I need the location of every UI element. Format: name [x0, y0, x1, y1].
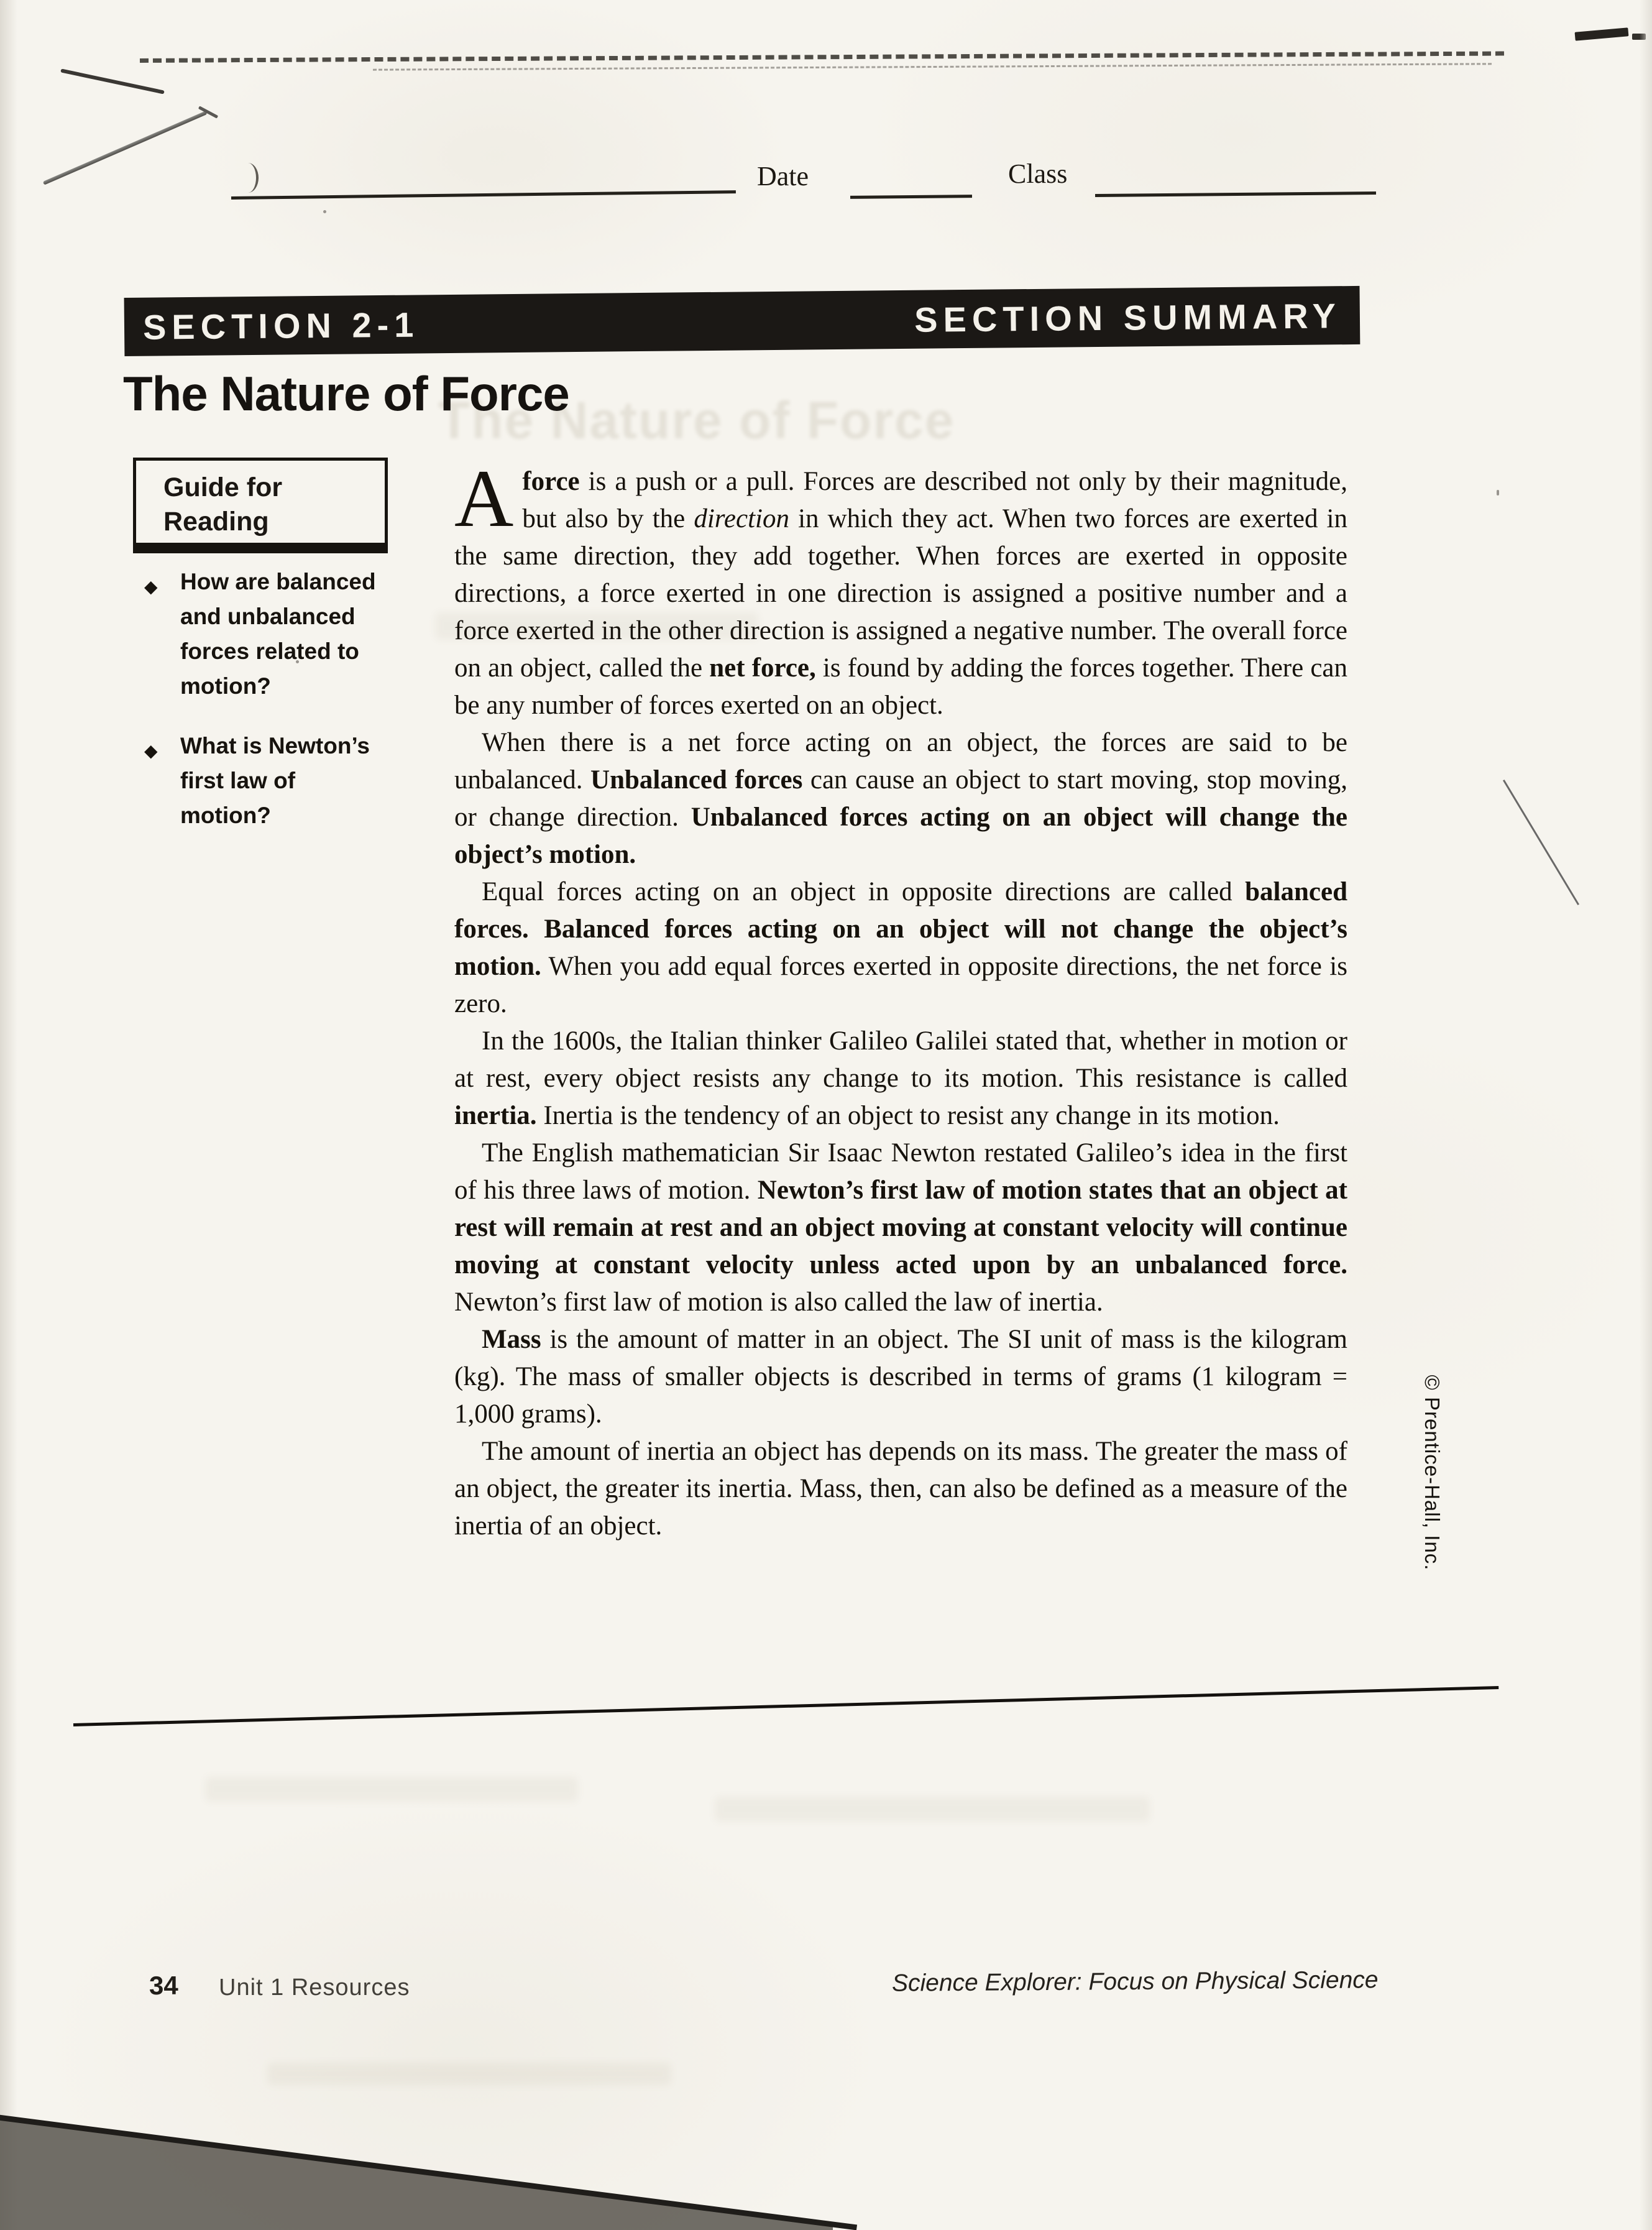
bold-text: force: [522, 467, 580, 496]
bold-text: Newton’s first law of motion states that an object at rest will remain at rest and an object moving at constant velocity will continue moving at constant velocity unless acted upon by an unbalanced force.: [454, 1176, 1348, 1279]
section-summary-label: SECTION SUMMARY: [914, 295, 1342, 339]
bold-text: Unbalanced forces: [590, 765, 803, 795]
body-paragraph: [454, 873, 1347, 1023]
body-column: [454, 453, 1348, 1545]
italic-text: direction: [694, 504, 789, 533]
diamond-bullet-icon: ◆: [144, 740, 158, 761]
date-blank-line: [850, 195, 972, 199]
bleed-through-smudge: [205, 1777, 578, 1802]
staple-mark: [43, 111, 208, 185]
scratch-line-mark: [1503, 780, 1579, 905]
text: Newton’s first law of motion is also called the law of inertia.: [454, 1288, 1103, 1317]
guide-heading: Guide for Reading: [163, 472, 283, 537]
scan-edge-shadow: [1640, 0, 1652, 2230]
text: is the amount of matter in an object. The SI unit of mass is the kilogram (kg). The mass of smaller objects is described in terms of grams (1 kilogram = 1,000 grams).: [454, 1325, 1347, 1429]
speckle: [323, 210, 326, 213]
text: is found by adding the forces together. There can be any number of forces exerted on an object.: [454, 653, 1347, 720]
footer-book-title: Science Explorer: Focus on Physical Science: [892, 1966, 1379, 1997]
guide-for-reading-box: [133, 458, 388, 553]
text: In the 1600s, the Italian thinker Galileo Galilei stated that, whether in motion or at rest, every object resists any change to its motion. This resistance is called: [454, 1026, 1347, 1093]
footer-rule: [73, 1686, 1498, 1726]
class-label: Class: [1008, 159, 1068, 189]
footer-unit-label: Unit 1 Resources: [219, 1974, 410, 2001]
class-blank-line: [1095, 191, 1376, 197]
text: can cause an object to start moving, stop moving, or change direction.: [454, 765, 1347, 832]
toner-smudge: [1575, 27, 1629, 40]
bold-text: balanced forces. Balanced forces acting on an object will not change the object’s motion.: [454, 877, 1347, 981]
bold-text: Mass: [482, 1325, 541, 1354]
bold-text: Unbalanced forces acting on an object will change the object’s motion.: [454, 803, 1347, 869]
speckle: [1497, 490, 1499, 495]
body-paragraph: [454, 453, 1347, 724]
text: Inertia is the tendency of an object to resist any change in its motion.: [536, 1101, 1280, 1130]
body-paragraph: [454, 1433, 1347, 1545]
guide-question-text: How are balanced and unbalanced forces related to motion?: [180, 569, 376, 699]
text: The amount of inertia an object has depends on its mass. The greater the mass of an object, the greater its inertia. Mass, then, can also be defined as a measure of the inertia of an object.: [454, 1437, 1347, 1541]
bold-text: net force,: [709, 653, 816, 683]
drop-cap: A: [454, 453, 514, 544]
copyright-notice: © Prentice-Hall, Inc.: [1421, 1375, 1444, 1571]
guide-questions: [144, 564, 395, 858]
guide-question-text: What is Newton’s first law of motion?: [180, 733, 370, 828]
bleed-through-smudge: [715, 1797, 1150, 1822]
bold-text: inertia.: [454, 1101, 537, 1130]
photocopy-tear-mark: [60, 68, 165, 94]
name-blank-line: [231, 190, 736, 200]
guide-question: [144, 729, 395, 833]
text: is a push or a pull. Forces are described not only by their magnitude, but also by the: [522, 467, 1347, 533]
page-title: The Nature of Force: [123, 366, 569, 421]
guide-question: [144, 564, 395, 704]
pen-scratch-mark: [244, 163, 259, 193]
text: Equal forces acting on an object in opposite directions are called: [482, 877, 1246, 906]
section-banner: [124, 286, 1361, 356]
text: in which they act. When two forces are exerted in the same direction, they add together. When forces are exerted in opposite directions, a force exerted in one direction is assigned a positive number and a force exerted in the other direction is assigned a negative number. The overall force on an object, called the: [454, 504, 1347, 683]
body-paragraph: [454, 724, 1347, 873]
photocopy-tear-mark: [373, 63, 1492, 70]
body-paragraph: [454, 1135, 1347, 1321]
text: The English mathematician Sir Isaac Newton restated Galileo’s idea in the first of his three laws of motion.: [454, 1138, 1347, 1205]
date-label: Date: [757, 161, 809, 191]
photocopy-tear-mark: [140, 52, 1504, 63]
text: When there is a net force acting on an object, the forces are said to be unbalanced.: [454, 728, 1347, 795]
diamond-bullet-icon: ◆: [144, 576, 158, 597]
scan-edge-shadow: [0, 0, 17, 2230]
text: When you add equal forces exerted in opposite directions, the net force is zero.: [454, 952, 1347, 1018]
bleed-through-title: The Nature of Force: [438, 391, 955, 449]
section-number: SECTION 2-1: [142, 304, 420, 347]
page-number: 34: [149, 1971, 178, 2000]
body-paragraph: [454, 1023, 1347, 1135]
bleed-through-smudge: [267, 2063, 671, 2085]
body-paragraph: [454, 1321, 1347, 1433]
